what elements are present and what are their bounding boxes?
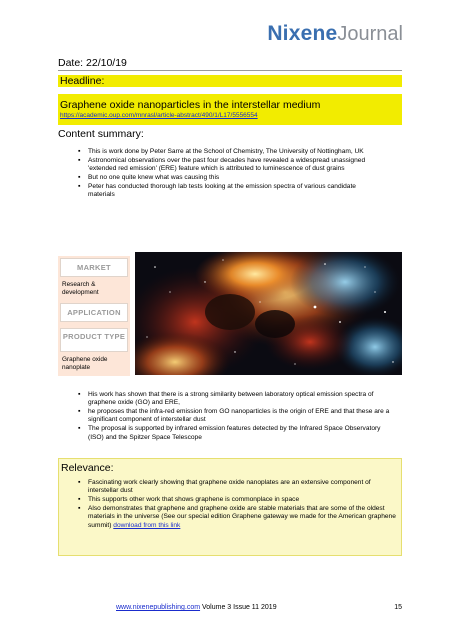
date-line: Date: 22/10/19 [58, 57, 402, 71]
download-link[interactable]: download from this link [113, 521, 181, 529]
headline-label: Headline: [58, 75, 402, 87]
findings-list [78, 391, 394, 443]
article-source-link[interactable]: https://academic.oup.com/mnrasl/article-abstract/490/1/L17/5556554 [60, 112, 258, 119]
publisher-website-link[interactable]: www.nixenepublishing.com [116, 604, 201, 611]
page-number: 15 [394, 604, 402, 611]
logo-part-nixene: Nixene [267, 22, 338, 45]
relevance-heading: Relevance: [61, 462, 114, 474]
footer-issue: Volume 3 Issue 11 2019 [200, 604, 277, 611]
list-item: ▪ But no one quite knew what was causing this [78, 174, 378, 182]
application-label: APPLICATION [60, 303, 128, 322]
article-title: Graphene oxide nanoparticles in the interstellar medium [60, 99, 321, 111]
list-item [78, 505, 396, 530]
category-panel [58, 256, 130, 376]
list-item: ▪ The proposal is supported by infrared emission features detected by the Infrared Space Observatory (ISO) and the Spitzer Space Telescope [78, 425, 394, 441]
relevance-list [78, 479, 396, 531]
list-item: ▪ This is work done by Peter Sarre at the School of Chemistry, The University of Nottingham, UK [78, 148, 378, 156]
list-item: ▪ His work has shown that there is a strong similarity between laboratory optical emission spectra of graphene oxide (GO) and ERE, [78, 391, 394, 407]
product-type-value: Graphene oxide nanoplate [62, 356, 108, 371]
market-value: Research & development [62, 281, 99, 296]
relevance-box [58, 458, 402, 556]
logo-part-journal: Journal [337, 23, 403, 45]
nebula-image [135, 252, 402, 375]
relevance-last-text: Also demonstrates that graphene and graphene oxide are stable materials that are some of the oldest materials in the universe (See our special edition Graphene gateway we made for the American graphene summit) [88, 505, 396, 529]
content-summary-list [78, 148, 378, 200]
list-item: ▪ Astronomical observations over the past four decades have revealed a widespread unassigned 'extended red emission' (ERE) feature which is attributed to luminescence of dust grains [78, 157, 378, 173]
market-label: MARKET [60, 258, 128, 277]
application-value [58, 324, 130, 326]
list-item: ▪ Fascinating work clearly showing that graphene oxide nanoplates are an extensive component of interstellar dust [78, 479, 396, 495]
headline-box [58, 94, 402, 125]
footer-publication [116, 603, 277, 612]
product-type-label: PRODUCT TYPE [60, 328, 128, 352]
list-item: ▪ This supports other work that shows graphene is commonplace in space [78, 496, 396, 504]
list-item: ▪ he proposes that the infra-red emission from GO nanoparticles is the origin of ERE and that these are a significant component of interstellar dust [78, 408, 394, 424]
journal-logo [267, 22, 403, 46]
content-summary-heading: Content summary: [58, 128, 144, 140]
list-item: ▪ Peter has conducted thorough lab tests looking at the emission spectra of various candidate materials [78, 183, 378, 199]
